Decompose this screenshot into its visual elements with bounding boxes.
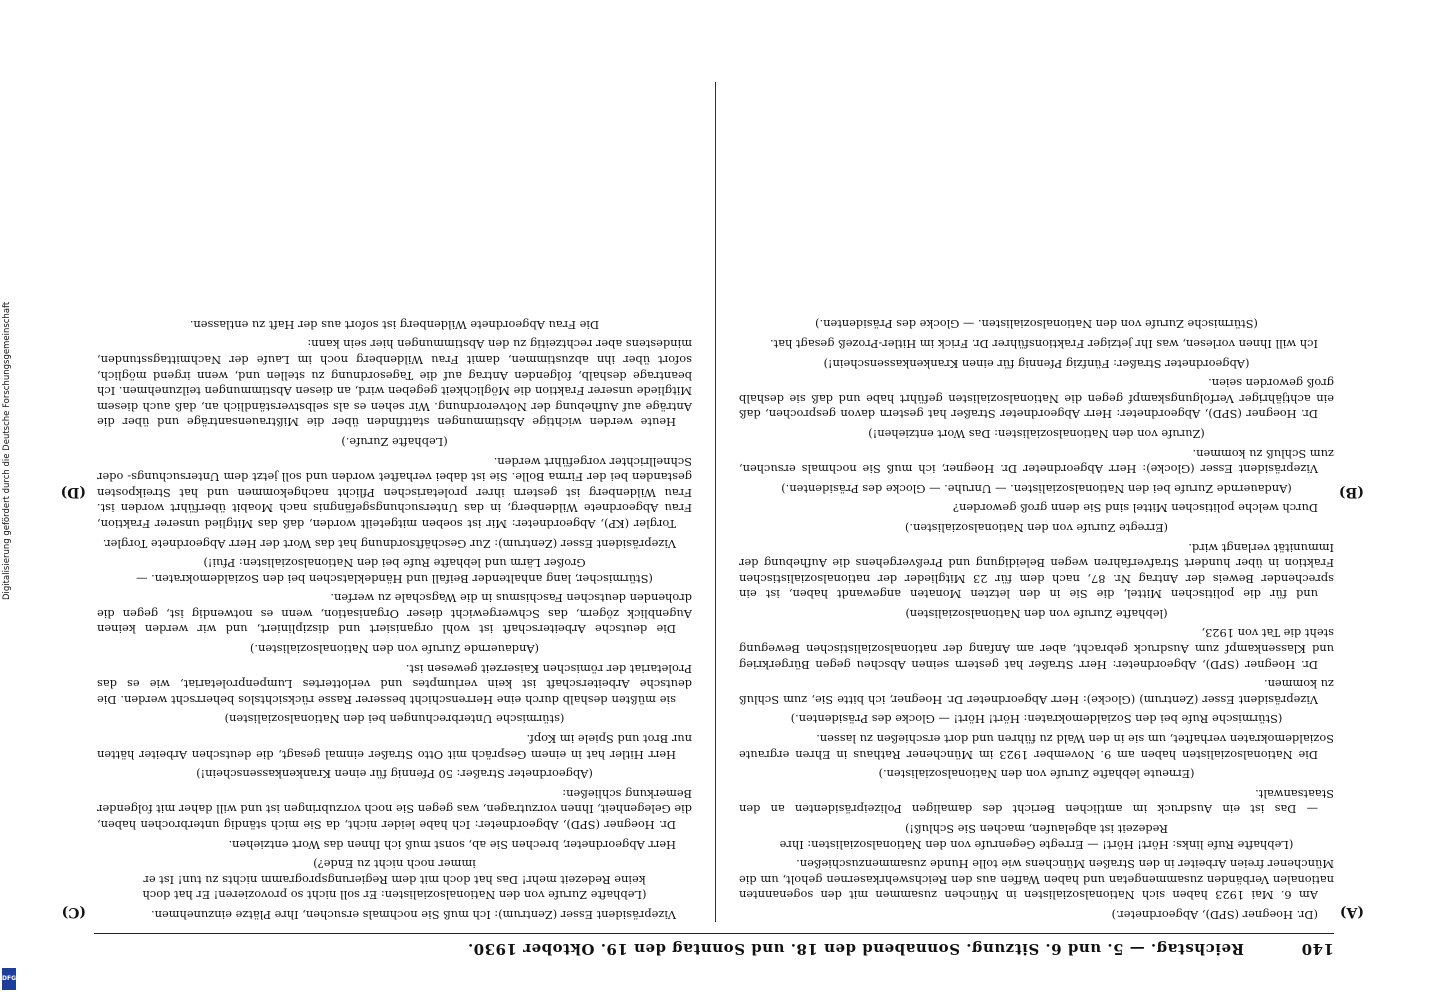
interjection: (Erneute lebhafte Zurufe von den Nationalsozialisten.)	[878, 767, 1195, 782]
margin-marker-d: (D)	[60, 484, 86, 500]
right-text-column	[97, 82, 692, 922]
page-title: Reichstag. — 5. und 6. Sitzung. Sonnabend den 18. und Sonntag den 19. Oktober 1930.	[467, 940, 1244, 958]
paragraph: Vizepräsident Esser (Zentrum) (Glocke): Herr Abgeordneter Dr. Hoegner, ich bitte Sie, zum Schluß zu kommen.	[739, 677, 1334, 707]
paragraph: Am 6. Mai 1923 haben sich Nationalsozialisten in München zusammen mit den sogenannten nationalen Verbänden zusammengetan und haben Waffen aus den Reichswehrkasernen geholt, um die Münchener freien Arbeiter in den Straßen Münchens wie tolle Hunde zusammenzuschießen.	[739, 857, 1334, 903]
paragraph: und für die politischen Mittel, die Sie in den letzten Monaten angewandt haben, ist ein sprechender Beweis der Antrag Nr. 87, nach dem für 23 Mitglieder der nationalsozialistischen Fraktion in über hundert Strafverfahren wegen Beleidigung und Preßvergehens die Aufhebung der Immunität verlangt wird.	[739, 540, 1334, 602]
paragraph: Herr Hitler hat in einem Gespräch mit Otto Straßer einmal gesagt, die deutschen Arbeiter hätten nur Brot und Spiele im Kopf.	[97, 732, 692, 762]
interjection: (Abgeordneter Straßer: Fünfzig Pfennig für einen Krankenkassenschein!)	[823, 356, 1250, 371]
margin-marker-c: (C)	[61, 904, 86, 920]
interjection: (Andauernde Zurufe von den Nationalsozialisten.)	[249, 642, 540, 657]
interjection: (Erregte Zurufe von den Nationalsozialisten.)	[904, 520, 1169, 535]
interjection: (Lebhafte Rufe links: Hört! Hört! — Erregte Gegenrufe von den Nationalsozialisten: Ihre Redezeit ist abgelaufen, machen Sie Schluß!)	[779, 822, 1294, 852]
paragraph: Vizepräsident Esser (Zentrum): Zur Geschäftsordnung hat das Wort der Herr Abgeordnete Torgler.	[102, 536, 676, 551]
paragraph: Vizepräsident Esser (Glocke): Herr Abgeordneter Dr. Hoegner, ich muß Sie nochmals ersuchen, zum Schluß zu kommen.	[739, 446, 1334, 477]
paragraph: Dr. Hoegner (SPD), Abgeordneter: Herr Straßer hat gestern seinen Abscheu gegen Bürgerkrieg und Klassenkampf zum Ausdruck gebracht, aber am Anfang der nationalsozialistischen Bewegung steht die Tat von 1923,	[739, 626, 1334, 672]
interjection: (stürmische Unterbrechungen bei den Nationalsozialisten)	[224, 712, 565, 727]
interjection: (Abgeordneter Straßer: 50 Pfennig für einen Krankenkassenschein!)	[196, 767, 593, 782]
page-header	[94, 936, 1334, 958]
dfg-logo: DFG	[2, 968, 16, 990]
margin-marker-b: (B)	[1338, 484, 1364, 500]
paragraph: Ich will Ihnen vorlesen, was Ihr jetziger Fraktionsführer Dr. Frick im Hitler-Prozeß gesagt hat.	[769, 337, 1318, 351]
interjection: (Zurufe von den Nationalsozialisten: Das Wort entziehen!)	[868, 426, 1205, 441]
paragraph: Durch welche politischen Mittel sind Sie denn groß geworden?	[952, 501, 1318, 516]
margin-marker-a: (A)	[1339, 904, 1364, 920]
interjection: Die Frau Abgeordnete Wildenberg ist sofort aus der Haft zu entlassen.	[189, 317, 600, 332]
interjection: (Lebhafte Zurufe von den Nationalsozialisten: Er soll nicht so provozieren! Er hat doch keine Redezeit mehr! Das hat doch mit dem Regierungsprogramm nichts zu tun! Ist er immer noch nicht zu Ende?)	[142, 857, 647, 903]
interjection: (Lebhafte Zurufe.)	[341, 434, 448, 449]
digitization-credit	[2, 0, 18, 1000]
paragraph: sie müßten deshalb durch eine Herrenschicht besserer Rasse rücksichtslos beherrscht werden. Die deutsche Arbeiterschaft ist kein verlumptes und verlottertes Lumpenproletariat, wie es das Proletariat der römischen Kaiserzeit gewesen ist.	[97, 661, 692, 707]
page-number: 140	[1301, 940, 1334, 958]
left-text-column	[739, 82, 1334, 922]
paragraph: Dr. Hoegner (SPD), Abgeordneter: Herr Abgeordneter Straßer hat gestern davon gesprochen, daß ein achtjähriger Verfolgungskampf gegen die Nationalsozialisten geführt habe und daß sie deshalb groß geworden seien.	[739, 376, 1334, 422]
interjection: (Stürmische Rufe bei den Sozialdemokraten: Hört! Hört! — Glocke des Präsidenten.)	[790, 712, 1283, 727]
paragraph: Heute werden wichtige Abstimmungen stattfinden über die Mißtrauensanträge und über die Anträge auf Aufhebung der Notverordnung. Wir sehen es als selbstverständlich an, daß auch diesem Mitgliede unserer Fraktion die Möglichkeit gegeben wird, an diesen Abstimmungen teilzunehmen. Ich beantrage deshalb, folgenden Antrag auf die Tagesordnung zu stellen und, wenn irgend möglich, sofort über ihn abzustimmen, damit Frau Wildenberg noch im Laufe der Nachmittagsstunden, mindestens aber rechtzeitig zu den Abstimmungen hier sein kann:	[97, 337, 692, 430]
paragraph: Dr. Hoegner (SPD), Abgeordneter: Ich habe leider nicht, da Sie mich ständig unterbrochen haben, die Gelegenheit, Ihnen vorzutragen, was gegen Sie noch vorzubringen ist und will daher mit folgender Bemerkung schließen:	[97, 786, 692, 833]
interjection: (Stürmischer, lang anhaltender Beifall und Händeklatschen bei den Sozialdemokraten. — Großer Lärm und lebhafte Rufe bei den Nationalsozialisten: Pfui!)	[136, 556, 653, 586]
paragraph: Herr Abgeordneter, brechen Sie ab, sonst muß ich Ihnen das Wort entziehen.	[228, 837, 676, 852]
interjection: (Andauernde Zurufe bei den Nationalsozialisten. — Unruhe. — Glocke des Präsidenten.)	[781, 481, 1292, 496]
paragraph: Die deutsche Arbeiterschaft ist wohl organisiert und diszipliniert, und wir werden keinen Augenblick zögern, das Schwergewicht dieser Organisation, wenn es notwendig ist, gegen die drohenden deutschen Faschismus in die Wagschale zu werfen.	[97, 591, 692, 637]
paragraph: Torgler (KP), Abgeordneter: Mir ist soeben mitgeteilt worden, daß das Mitglied unserer Fraktion, Frau Abgeordnete Wildenberg, in das Untersuchungsgefängnis nach Moabit überführt worden ist. Frau Wildenberg ist gestern ihrer proletarischen Pflicht nachgekommen und hat Streikposten gestanden bei der Firma Bolle. Sie ist dabei verhaftet worden und soll jetzt dem Untersuchungs- oder Schnellrichter vorgeführt werden.	[97, 454, 692, 531]
credit-text: Digitalisierung gefördert durch die Deutsche Forschungsgemeinschaft	[2, 301, 12, 600]
paragraph: — Das ist ein Ausdruck im amtlichen Bericht des damaligen Polizeipräsidenten an den Staatsanwalt.	[739, 786, 1334, 817]
header-rule	[94, 933, 1334, 934]
paragraph: (Dr. Hoegner (SPD), Abgeordneter.)	[1111, 908, 1318, 922]
paragraph: Vizepräsident Esser (Zentrum): Ich muß Sie nochmals ersuchen, Ihre Plätze einzunehmen.	[151, 908, 676, 922]
interjection: (lebhafte Zurufe von den Nationalsozialisten)	[905, 606, 1168, 621]
interjection: (Stürmische Zurufe von den Nationalsozialisten. — Glocke des Präsidenten.)	[815, 317, 1258, 332]
paragraph: Die Nationalsozialisten haben am 9. November 1923 im Münchener Rathaus in Ehren ergraute Sozialdemokraten verhaftet, um sie in den Wald zu führen und dort erschießen zu lassen.	[739, 732, 1334, 762]
column-separator	[715, 82, 716, 922]
